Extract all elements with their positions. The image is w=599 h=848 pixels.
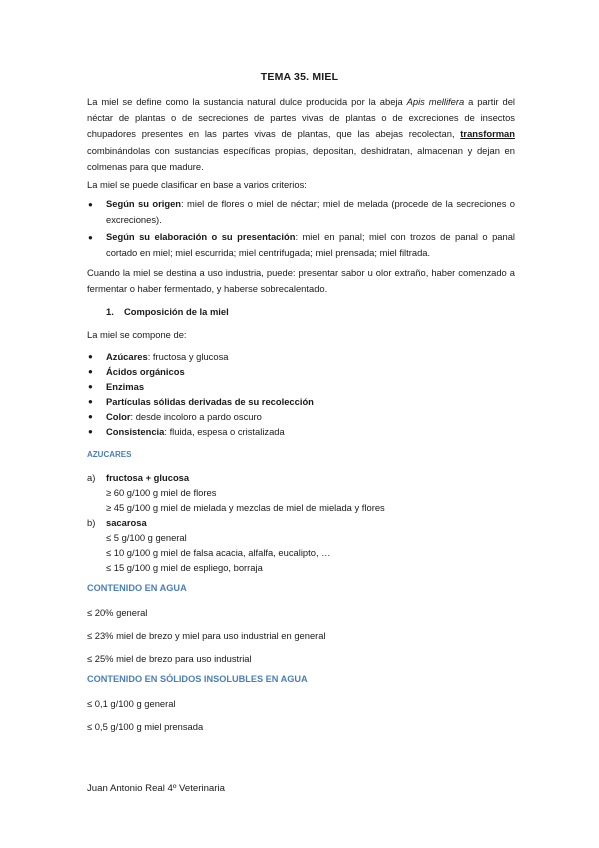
bullet-icon: ● [88,233,93,242]
bullet-icon: ● [88,382,93,391]
component-item: Azúcares: fructosa y glucosa [106,351,229,362]
list-marker-a: a) [87,472,96,483]
composition-intro: La miel se compone de: [87,329,187,340]
criteria-text: : miel en panal; miel con trozos de panal o panal cortado en miel; miel escurrida; miel centrifugada; miel prensada; miel filtrada. [106,231,516,258]
page-title: TEMA 35. MIEL [260,71,339,83]
intro-text-1: La miel se define como la sustancia natural dulce producida por la abeja [87,96,407,107]
agua-item: ≤ 23% miel de brezo y miel para uso industrial en general [87,630,326,641]
solidos-item: ≤ 0,5 g/100 g miel prensada [87,721,204,732]
section-title: Composición de la miel [124,306,229,317]
component-item: Color: desde incoloro a pardo oscuro [106,411,262,422]
bullet-icon: ● [88,367,93,376]
agua-item: ≤ 20% general [87,607,148,618]
criteria-text: : miel de flores o miel de néctar; miel de melada (procede de la secreciones o excreciones). [106,198,515,225]
intro-paragraph [87,94,515,175]
azucares-b-label: sacarosa [106,517,147,528]
solidos-heading: CONTENIDO EN SÓLIDOS INSOLUBLES EN AGUA [87,674,308,684]
component-item: Partículas sólidas derivadas de su recolección [106,396,314,407]
bullet-icon: ● [88,397,93,406]
criteria-item-origin [106,196,515,227]
azucares-a-item: ≥ 60 g/100 g miel de flores [106,487,217,498]
page-footer: Juan Antonio Real 4º Veterinaria [87,783,225,794]
criteria-label: Según su origen [106,198,182,209]
azucares-b-item: ≤ 5 g/100 g general [106,532,187,543]
bullet-icon: ● [88,200,93,209]
classify-intro: La miel se puede clasificar en base a varios criterios: [87,179,307,190]
component-item: Consistencia: fluida, espesa o cristalizada [106,426,285,437]
section-number: 1. [106,306,114,317]
intro-text-2: a partir del néctar de plantas o de secreciones de partes vivas de plantas o de excreciones de insectos chupadores presentes en las partes vivas de plantas, que las abejas recolectan, [87,96,515,140]
azucares-b-item: ≤ 15 g/100 g miel de espliego, borraja [106,562,263,573]
intro-text-3: combinándolas con sustancias específicas propias, depositan, deshidratan, almacenan y dejan en colmenas para que madure. [87,144,515,172]
component-item: Ácidos orgánicos [106,366,185,377]
emphasized-word: transforman [460,128,515,140]
criteria-label: Según su elaboración o su presentación [106,231,296,242]
azucares-a-label: fructosa + glucosa [106,472,190,483]
industrial-paragraph: Cuando la miel se destina a uso industria, puede: presentar sabor u olor extraño, haber comenzado a fermentar o haber fermentado, y haberse sobrecalentado. [87,267,515,295]
bullet-icon: ● [88,427,93,436]
bullet-icon: ● [88,412,93,421]
component-item: Enzimas [106,381,145,392]
agua-item: ≤ 25% miel de brezo para uso industrial [87,653,252,664]
criteria-item-presentation [106,229,515,260]
azucares-b-item: ≤ 10 g/100 g miel de falsa acacia, alfalfa, eucalipto, … [106,547,331,558]
solidos-item: ≤ 0,1 g/100 g general [87,698,176,709]
agua-heading: CONTENIDO EN AGUA [87,583,187,593]
azucares-heading: AZUCARES [87,450,132,459]
list-marker-b: b) [87,517,96,528]
species-name: Apis mellifera [406,96,465,107]
azucares-a-item: ≥ 45 g/100 g miel de mielada y mezclas de miel de mielada y flores [106,502,385,513]
bullet-icon: ● [88,352,93,361]
